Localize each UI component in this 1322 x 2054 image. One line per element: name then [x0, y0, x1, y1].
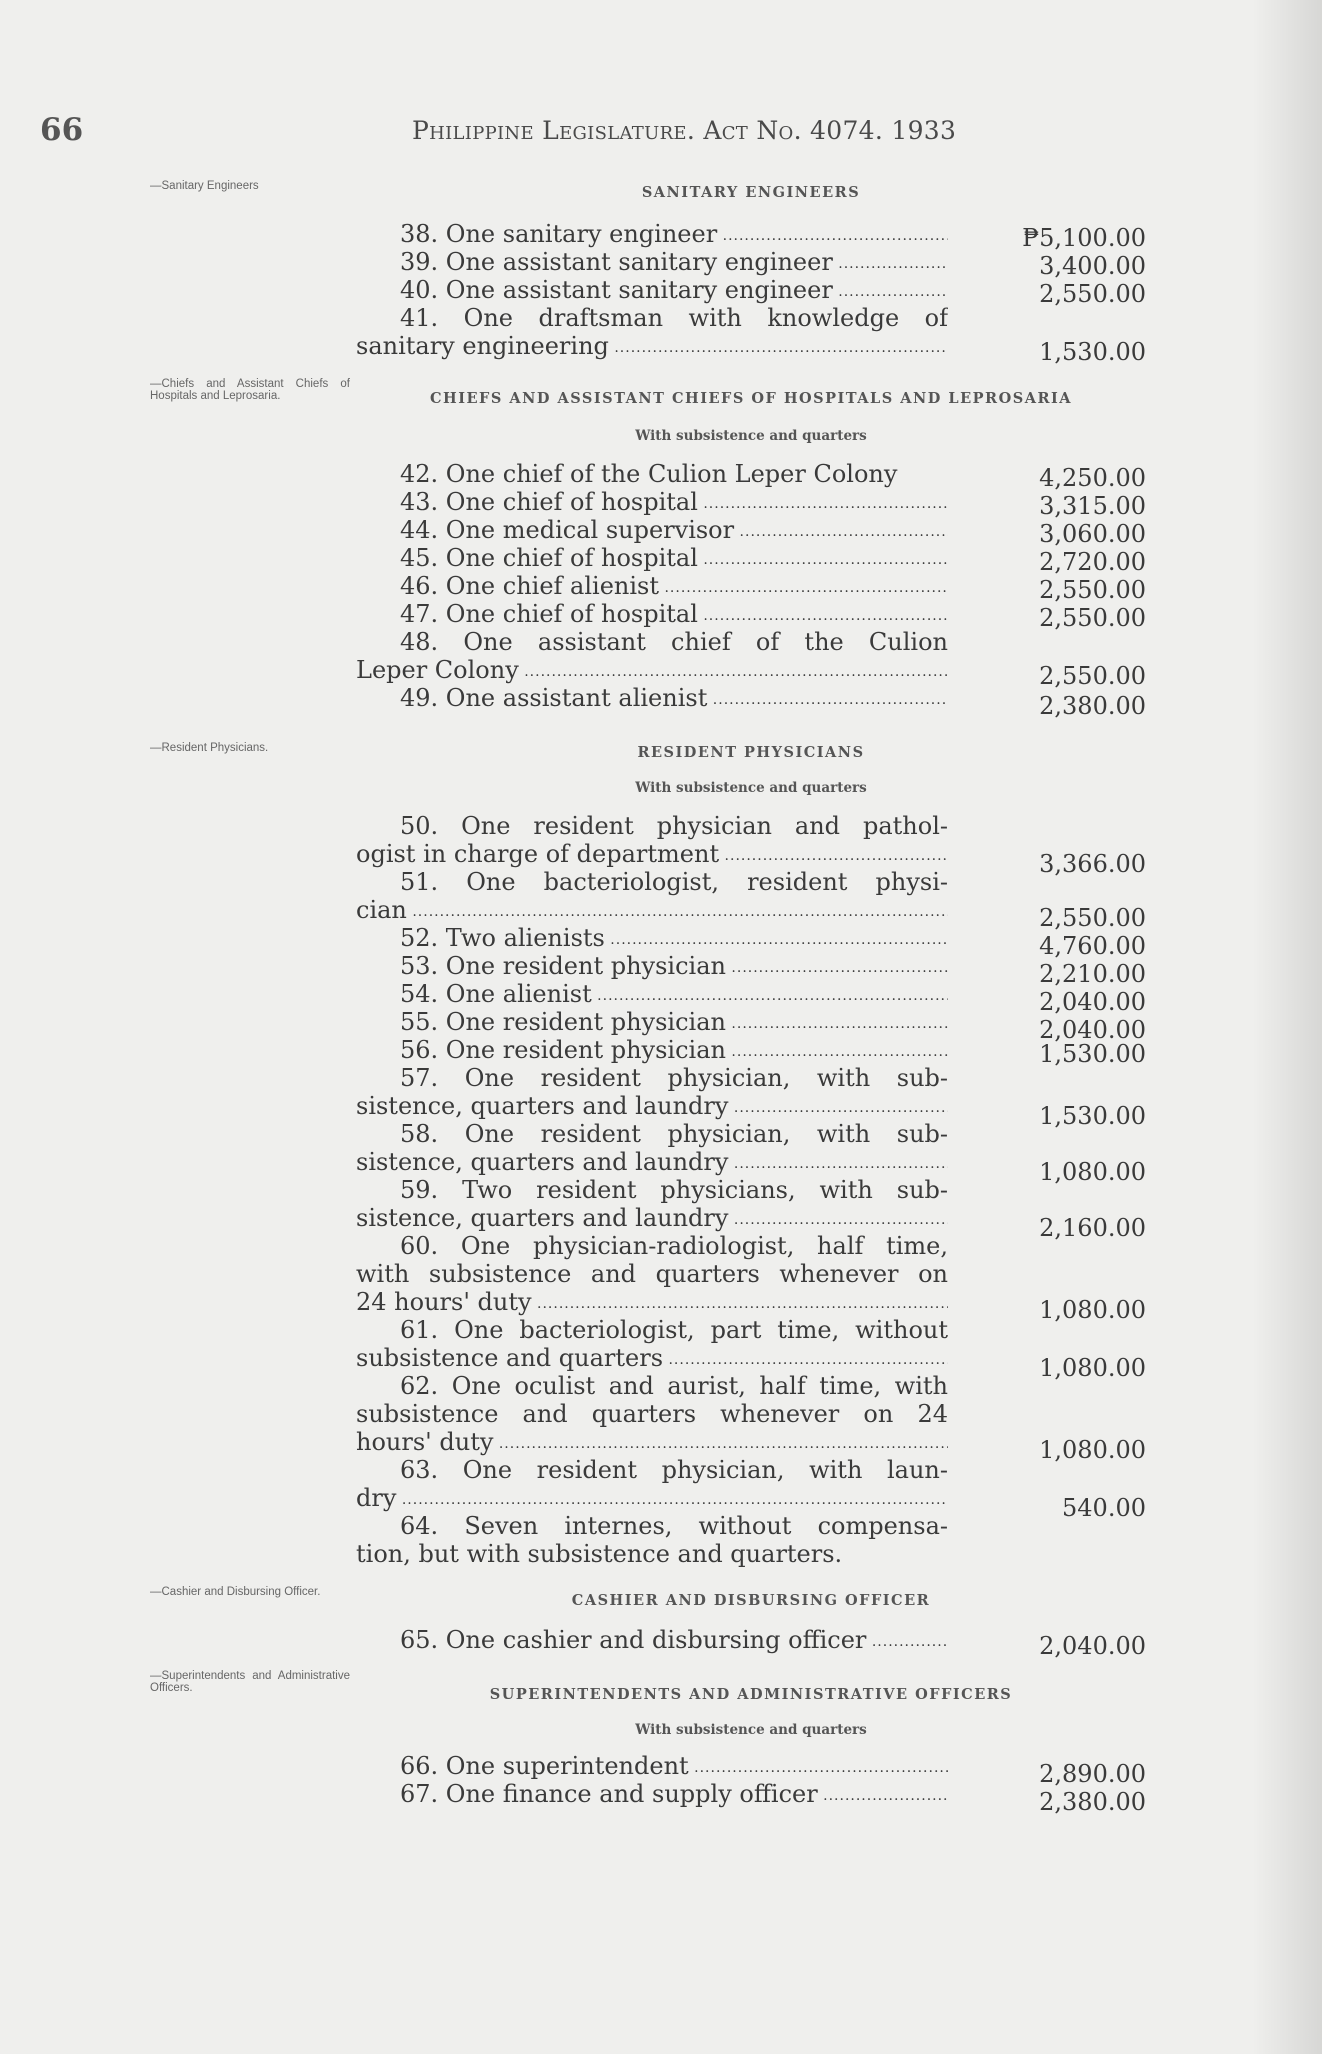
- entry-amount: ₱5,100.00: [1022, 224, 1146, 252]
- section-title-cashier: CASHIER AND DISBURSING OFFICER: [571, 1592, 931, 1609]
- margin-note-superintendents: —Superintendents and Administrative Officers.: [150, 1670, 350, 1694]
- margin-note-sanitary-engineers: —Sanitary Engineers: [150, 180, 259, 192]
- entry-amount: 2,380.00: [1039, 692, 1146, 720]
- entry-text: 24 hours' duty .....: [356, 1288, 948, 1316]
- entry-amount: 4,250.00: [1039, 464, 1146, 492]
- entry-amount: 1,530.00: [1039, 338, 1146, 366]
- entry-amount: 1,080.00: [1039, 1354, 1146, 1382]
- section-title-superintendents: SUPERINTENDENTS AND ADMINISTRATIVE OFFICERS: [489, 1686, 1013, 1703]
- entry-text: 58. One resident physician, with sub-: [400, 1120, 948, 1148]
- section-subtitle-resident-physicians: With subsistence and quarters: [635, 780, 867, 796]
- margin-note-resident-physicians: —Resident Physicians.: [150, 742, 269, 754]
- entry-amount: 3,315.00: [1039, 492, 1146, 520]
- entry-text: 67. One finance and supply officer .....: [356, 1780, 948, 1808]
- entry-text: 44. One medical supervisor .....: [356, 516, 948, 544]
- entry-text: 47. One chief of hospital .....: [356, 600, 948, 628]
- entry-text: Leper Colony .....: [356, 656, 948, 684]
- entry-text: sistence, quarters and laundry .....: [356, 1092, 948, 1120]
- entry-amount: 2,210.00: [1039, 960, 1146, 988]
- entry-text: 54. One alienist .....: [356, 980, 948, 1008]
- entry-amount: 2,720.00: [1039, 548, 1146, 576]
- entry-text: 38. One sanitary engineer .....: [356, 220, 948, 248]
- margin-note-cashier: —Cashier and Disbursing Officer.: [150, 1586, 321, 1598]
- entry-text: 53. One resident physician .....: [356, 952, 948, 980]
- entry-text: 61. One bacteriologist, part time, without: [400, 1316, 948, 1344]
- entry-amount: 2,550.00: [1039, 904, 1146, 932]
- entry-text: 40. One assistant sanitary engineer .....: [356, 276, 948, 304]
- section-title-resident-physicians: RESIDENT PHYSICIANS: [637, 744, 865, 761]
- entry-text: 48. One assistant chief of the Culion: [400, 628, 948, 656]
- entry-text: subsistence and quarters .....: [356, 1344, 948, 1372]
- entry-text: 42. One chief of the Culion Leper Colony: [400, 460, 898, 488]
- entry-amount: 1,530.00: [1039, 1102, 1146, 1130]
- entry-amount: 2,550.00: [1039, 280, 1146, 308]
- entry-amount: 2,040.00: [1039, 988, 1146, 1016]
- entry-text: sistence, quarters and laundry .....: [356, 1148, 948, 1176]
- entry-amount: 4,760.00: [1039, 932, 1146, 960]
- entry-text: sistence, quarters and laundry .....: [356, 1204, 948, 1232]
- entry-amount: 1,530.00: [1039, 1040, 1146, 1068]
- section-subtitle-chiefs: With subsistence and quarters: [635, 428, 867, 444]
- margin-note-chiefs: —Chiefs and Assistant Chiefs of Hospitals and Leprosaria.: [150, 378, 350, 402]
- running-title: Philippine Legislature. Act No. 4074. 1933: [412, 116, 957, 145]
- section-title-sanitary-engineers: SANITARY ENGINEERS: [641, 184, 861, 201]
- entry-amount: 2,550.00: [1039, 604, 1146, 632]
- entry-text: 65. One cashier and disbursing officer .....: [356, 1626, 948, 1654]
- entry-amount: 1,080.00: [1039, 1296, 1146, 1324]
- entry-text: 46. One chief alienist .....: [356, 572, 948, 600]
- entry-amount: 1,080.00: [1039, 1158, 1146, 1186]
- entry-text: 39. One assistant sanitary engineer .....: [356, 248, 948, 276]
- entry-text: 66. One superintendent .....: [356, 1752, 948, 1780]
- entry-text: 43. One chief of hospital .....: [356, 488, 948, 516]
- section-title-chiefs: CHIEFS AND ASSISTANT CHIEFS OF HOSPITALS AND LEPROSARIA: [429, 390, 1073, 407]
- entry-amount: 2,040.00: [1039, 1016, 1146, 1044]
- entry-amount: 2,380.00: [1039, 1788, 1146, 1816]
- entry-text: ogist in charge of department .....: [356, 840, 948, 868]
- entry-text: 64. Seven internes, without compensa-: [400, 1512, 948, 1540]
- entry-text: subsistence and quarters whenever on 24: [356, 1400, 948, 1428]
- section-subtitle-superintendents: With subsistence and quarters: [635, 1722, 867, 1738]
- page-edge-shadow: [1252, 0, 1322, 2054]
- entry-amount: 1,080.00: [1039, 1436, 1146, 1464]
- entry-amount: 3,366.00: [1039, 850, 1146, 878]
- entry-text: 49. One assistant alienist .....: [356, 684, 948, 712]
- entry-text: 56. One resident physician .....: [356, 1036, 948, 1064]
- entry-text: 51. One bacteriologist, resident physi-: [400, 868, 948, 896]
- entry-text: 59. Two resident physicians, with sub-: [400, 1176, 948, 1204]
- entry-text: 52. Two alienists .....: [356, 924, 948, 952]
- entry-text: 50. One resident physician and pathol-: [400, 812, 948, 840]
- entry-text: 57. One resident physician, with sub-: [400, 1064, 948, 1092]
- entry-text: tion, but with subsistence and quarters.: [356, 1540, 843, 1568]
- entry-text: 63. One resident physician, with laun-: [400, 1456, 948, 1484]
- entry-amount: 2,040.00: [1039, 1632, 1146, 1660]
- entry-amount: 2,550.00: [1039, 662, 1146, 690]
- entry-amount: 2,890.00: [1039, 1760, 1146, 1788]
- entry-text: 60. One physician-radiologist, half time,: [400, 1232, 948, 1260]
- page-number: 66: [40, 112, 84, 148]
- entry-amount: 2,160.00: [1039, 1214, 1146, 1242]
- entry-amount: 2,550.00: [1039, 576, 1146, 604]
- entry-text: 45. One chief of hospital .....: [356, 544, 948, 572]
- entry-text: with subsistence and quarters whenever on: [356, 1260, 948, 1288]
- entry-text: sanitary engineering .....: [356, 332, 948, 360]
- entry-text: 41. One draftsman with knowledge of: [400, 304, 948, 332]
- entry-amount: 3,400.00: [1039, 252, 1146, 280]
- entry-text: 55. One resident physician .....: [356, 1008, 948, 1036]
- entry-text: 62. One oculist and aurist, half time, with: [400, 1372, 948, 1400]
- entry-text: hours' duty .....: [356, 1428, 948, 1456]
- entry-amount: 540.00: [1062, 1494, 1146, 1522]
- entry-text: dry .....: [356, 1484, 948, 1512]
- entry-text: cian .....: [356, 896, 948, 924]
- entry-amount: 3,060.00: [1039, 520, 1146, 548]
